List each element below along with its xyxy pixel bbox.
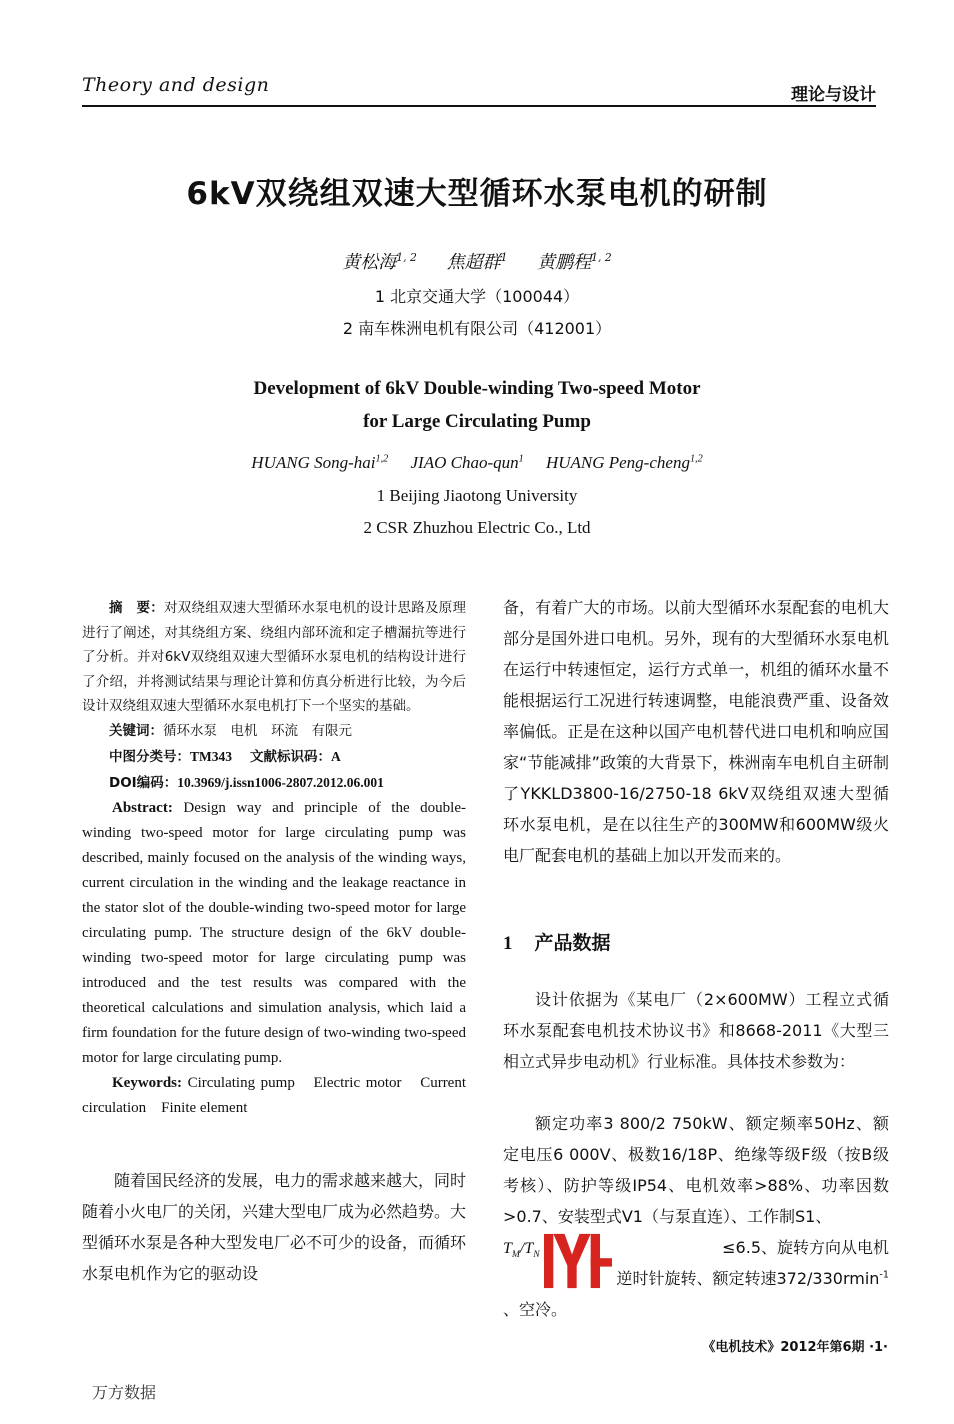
abstract-en: Abstract: Design way and principle of the double-winding two-speed motor for large circulating pump was described, mainly focused on the analysis of the winding ways, current circulation in the winding and the leakage reactance in the stator slot of the double-winding two-speed motor for large circulating pump. The structure design of the 6kV double-winding two-speed motor for large circulating pump was introduced and the test results was compared with the theoretical calculations and simulation analysis, which laid a firm foundation for the future design of two-winding two-speed motor for large circulating pump. (82, 799, 467, 1066)
paper-title-cn: 6kV双绕组双速大型循环水泵电机的研制 (186, 176, 768, 212)
journal-footer: 《电机技术》2012年第6期 ·1· (702, 1340, 888, 1355)
running-header-right: 理论与设计 (791, 85, 876, 105)
section1-paragraph-1: 设计依据为《某电厂（2×600MW）工程立式循环水泵配套电机技术协议书》和8668-2011《大型三相立式异步电动机》行业标准。具体技术参数为： (503, 990, 889, 1071)
doi-line: DOI编码：10.3969/j.issn1006-2807.2012.06.001 (109, 774, 384, 791)
logo-mh-icon (544, 1233, 613, 1289)
classification-line: 中图分类号：TM343 文献标识码：A (109, 748, 341, 765)
header-rule (82, 105, 876, 107)
authors-cn (0, 248, 954, 274)
section1-paragraph-2-speed: 逆时针旋转、额定转速372/330rmin$^{-1}$ (616, 1269, 889, 1288)
affiliation-cn-1: 1 北京交通大学（100044） (374, 287, 580, 306)
keywords-en: Keywords: Circulating pump Electric motor Current circulation Finite element (82, 1074, 467, 1116)
section1-paragraph-2: 额定功率3 800/2 750kW、额定频率50Hz、额定电压6 000V、极数16/18P、绝缘等级F级（按B级考核）、防护等级IP54、电机效率>88%、功率因数>0.7、安装型式V1（与泵直连）、工作制S1、 (503, 1114, 889, 1226)
doi-value[interactable]: 10.3969/j.issn1006-2807.2012.06.001 (177, 774, 384, 790)
intro-paragraph-right: 备，有着广大的市场。以前大型循环水泵配套的电机大部分是国外进口电机。另外，现有的大型循环水泵电机在运行中转速恒定，运行方式单一，机组的循环水量不能根据运行工况进行转速调整，电能浪费严重、设备效率偏低。正是在这种以国产电机替代进口电机和响应国家“节能减排”政策的大背景下，株洲南车电机自主研制了YKKLD3800-16/2750-18 6kV双绕组双速大型循环水泵电机，是在以往生产的300MW和600MW级火电厂配套电机的基础上加以开发而来的。 (503, 598, 889, 865)
intro-paragraph-left: 随着国民经济的发展，电力的需求越来越大，同时随着小火电厂的关闭，兴建大型电厂成为必然趋势。大型循环水泵是各种大型发电厂必不可少的设备，而循环水泵电机作为它的驱动设 (82, 1170, 467, 1283)
author-cn: 黄松海$^{1, 2}$ (342, 251, 417, 273)
affiliation-en-2: 2 CSR Zhuzhou Electric Co., Ltd (363, 518, 591, 537)
authors-en (0, 453, 954, 473)
author-cn: 黄鹏程$^{1, 2}$ (537, 251, 612, 273)
section-heading-1: 1 产品数据 (503, 932, 611, 954)
section1-paragraph-2-rotation: ≤6.5、旋转方向从电机 (722, 1238, 889, 1257)
abstract-cn (82, 596, 466, 719)
abstract-cn-label: 摘 要： (109, 600, 164, 616)
author-en: HUANG Peng-cheng$^{1,2}$ (545, 453, 703, 472)
watermark-logo (544, 1232, 613, 1292)
section1-paragraph-2-end: 、空冷。 (503, 1300, 568, 1319)
affiliation-en-1: 1 Beijing Jiaotong University (376, 486, 578, 505)
running-header-left: Theory and design (82, 74, 270, 96)
keywords-cn: 关键词：循环水泵 电机 环流 有限元 (109, 722, 352, 739)
paper-title-en-line1: Development of 6kV Double-winding Two-speed Motor (253, 378, 701, 399)
paper-title-en-line2: for Large Circulating Pump (363, 411, 591, 432)
left-column (82, 596, 466, 1289)
torque-ratio-symbol: $T_M/T_N$ (503, 1240, 540, 1261)
source-watermark: 万方数据 (92, 1383, 157, 1402)
author-en: JIAO Chao-qun$^1$ (410, 453, 524, 472)
author-cn: 焦超群$^1$ (446, 251, 508, 273)
abstract-cn-text: 对双绕组双速大型循环水泵电机的设计思路及原理进行了阐述，对其绕组方案、绕组内部环流和定子槽漏抗等进行了分析。并对6kV双绕组双速大型循环水泵电机的结构设计进行了介绍，并将测试结果与理论计算和仿真分析进行比较，为今后设计双绕组双速大型循环水泵电机打下一个坚实的基础。 (82, 600, 467, 715)
author-en: HUANG Song-hai$^{1,2}$ (251, 453, 389, 472)
affiliation-cn-2: 2 南车株洲电机有限公司（412001） (342, 319, 612, 338)
